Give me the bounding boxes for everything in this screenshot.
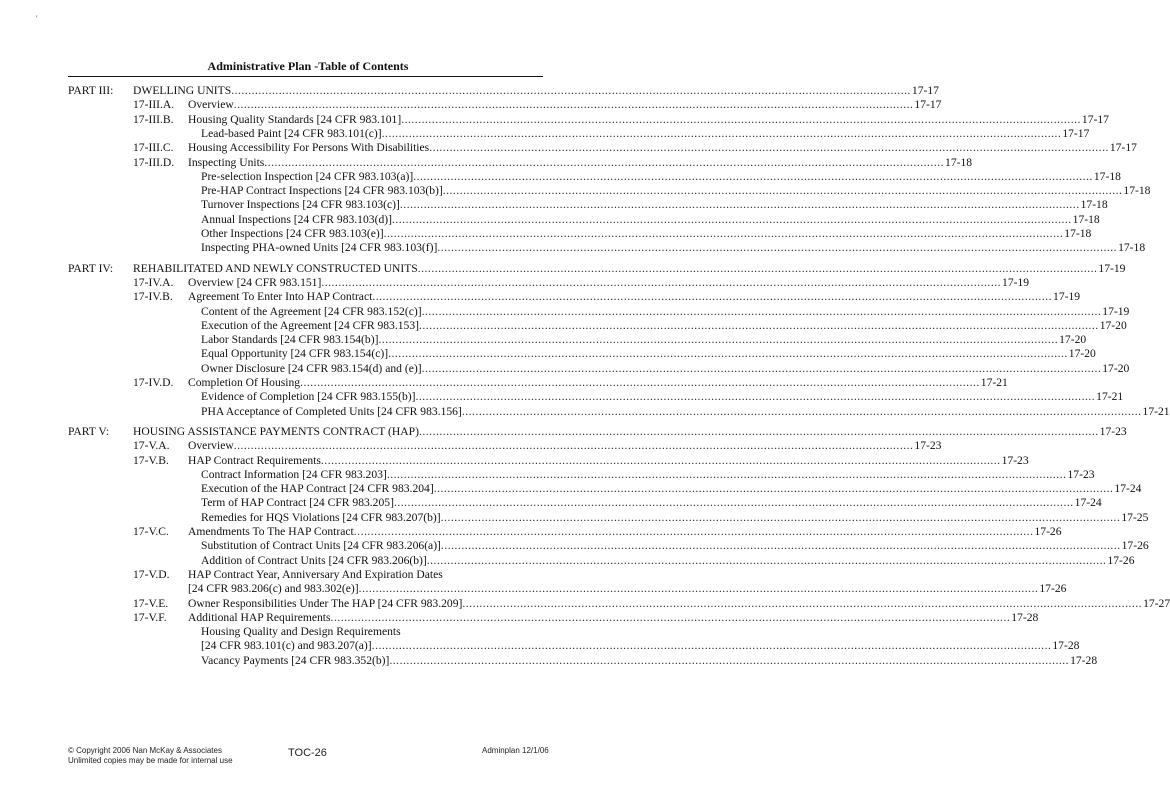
dot-leader: ........................................................................................................................................................................................................ [433, 482, 1114, 496]
entry-page-number: 17-23 [1001, 453, 1029, 467]
entry-title: PHA Acceptance of Completed Units [24 CFR 983.156] [201, 404, 462, 418]
toc-entry[interactable] [188, 155, 973, 170]
toc-subsection-row [68, 318, 1127, 333]
toc-subsection-row [68, 126, 1090, 141]
toc-entry[interactable] [133, 84, 939, 98]
section-code: 17-V.E. [133, 596, 169, 610]
toc-entry[interactable] [201, 467, 1095, 482]
entry-page-number: 17-17 [1109, 141, 1137, 155]
toc-entry[interactable] [201, 482, 1142, 496]
entry-title: Remedies for HQS Violations [24 CFR 983.207(b)] [201, 510, 441, 524]
toc-entry[interactable] [188, 112, 1109, 127]
toc-subsection-row [68, 227, 1092, 241]
toc-entry[interactable] [201, 361, 1130, 376]
entry-page-number: 17-26 [1034, 525, 1062, 538]
section-code: 17-V.F. [133, 610, 167, 624]
dot-leader: ........................................................................................................................................................................................................ [330, 610, 1011, 624]
toc-entry[interactable] [201, 653, 1098, 668]
toc-subsection-row [68, 510, 1149, 525]
toc-entry[interactable] [201, 241, 1146, 255]
entry-page-number: 17-18 [1093, 169, 1121, 183]
dot-leader: ........................................................................................................................................................................................................ [391, 212, 1072, 226]
toc-entry[interactable] [201, 553, 1135, 568]
entry-title: Labor Standards [24 CFR 983.154(b)] [201, 333, 379, 347]
dot-leader: ........................................................................................................................................................................................................ [264, 155, 945, 169]
toc-subsection-row [68, 653, 1098, 668]
entry-title: Other Inspections [24 CFR 983.103(e)] [201, 227, 384, 240]
dot-leader: ........................................................................................................................................................................................................ [231, 84, 911, 97]
toc-entry[interactable] [188, 98, 942, 112]
entry-title: Housing Accessibility For Persons With Disabilities [188, 141, 430, 155]
toc-part-row [68, 84, 939, 98]
toc-section-row [68, 439, 942, 453]
entry-title: Additional HAP Requirements [188, 610, 331, 624]
toc-entry[interactable] [133, 261, 1126, 276]
dot-leader: ........................................................................................................................................................................................................ [415, 390, 1096, 404]
entry-page-number: 17-20 [1102, 361, 1130, 375]
dot-leader: ........................................................................................................................................................................................................ [233, 98, 914, 112]
section-code: 17-IV.D. [133, 376, 174, 389]
toc-entry[interactable] [201, 198, 1108, 212]
entry-page-number: 17-28 [1011, 610, 1039, 624]
copies-text: Unlimited copies may be made for internal use [68, 756, 233, 765]
toc-entry[interactable] [201, 510, 1149, 525]
toc-entry[interactable] [188, 453, 1029, 468]
toc-entry[interactable] [201, 347, 1096, 361]
entry-title: Equal Opportunity [24 CFR 983.154(c)] [201, 347, 389, 361]
toc-section-row [68, 525, 1062, 539]
toc-entry[interactable] [188, 439, 942, 453]
entry-title: HOUSING ASSISTANCE PAYMENTS CONTRACT (HAP) [133, 424, 419, 438]
footer-page-number: TOC-26 [288, 747, 327, 759]
entry-title: Completion Of Housing [188, 376, 301, 389]
toc-subsection-row [68, 241, 1146, 255]
entry-page-number: 17-19 [1002, 275, 1030, 289]
part-label: PART V: [68, 424, 110, 438]
toc-subsection-row [68, 496, 1102, 510]
entry-title: HAP Contract Year, Anniversary And Expiration Dates [188, 567, 443, 581]
toc-section-row [68, 98, 942, 112]
entry-page-number: 17-19 [1102, 304, 1130, 318]
toc-subsection-row [68, 333, 1087, 347]
entry-page-number: 17-19 [1098, 261, 1126, 275]
entry-page-number: 17-20 [1059, 333, 1087, 347]
entry-title: Owner Disclosure [24 CFR 983.154(d) and (e)] [201, 361, 422, 375]
part-label: PART IV: [68, 261, 114, 275]
entry-page-number: 17-17 [1081, 112, 1109, 126]
dot-leader: ........................................................................................................................................................................................................ [300, 376, 980, 389]
entry-title: Amendments To The HAP Contract [188, 525, 354, 538]
toc-section-row [68, 453, 1029, 468]
entry-title: Contract Information [24 CFR 983.203] [201, 467, 387, 481]
toc-section-row [68, 141, 1137, 155]
entry-title: Agreement To Enter Into HAP Contract [188, 290, 373, 304]
footer-doc-id: Adminplan 12/1/06 [482, 746, 549, 755]
section-code: 17-III.C. [133, 141, 174, 155]
toc-subsection-row [68, 582, 1067, 596]
entry-title: Inspecting PHA-owned Units [24 CFR 983.103(f)] [201, 241, 438, 255]
entry-page-number: 17-20 [1068, 347, 1096, 361]
entry-title: Housing Quality Standards [24 CFR 983.101] [188, 112, 402, 126]
toc-entry[interactable] [201, 304, 1130, 319]
footer-copyright [68, 746, 233, 766]
entry-title: DWELLING UNITS [133, 84, 232, 97]
entry-title: Pre-HAP Contract Inspections [24 CFR 983.103(b)] [201, 184, 443, 198]
dot-leader: ........................................................................................................................................................................................................ [419, 318, 1099, 332]
entry-page-number: 17-25 [1121, 510, 1149, 524]
section-code: 17-IV.A. [133, 275, 174, 289]
section-code: 17-III.D. [133, 155, 175, 169]
dot-leader: ........................................................................................................................................................................................................ [442, 184, 1123, 198]
toc-subsection-row [68, 553, 1135, 568]
page-title: Administrative Plan -Table of Contents [207, 59, 409, 73]
toc-subsection-row [68, 347, 1096, 361]
dot-leader: ........................................................................................................................................................................................................ [418, 424, 1099, 438]
dot-leader: ........................................................................................................................................................................................................ [437, 241, 1118, 255]
entry-page-number: 17-24 [1074, 496, 1102, 510]
toc-section-row [68, 155, 973, 170]
dot-leader: ........................................................................................................................................................................................................ [371, 639, 1052, 653]
section-code: 17-V.B. [133, 453, 169, 467]
toc-section-row [68, 275, 1030, 290]
toc-entry[interactable] [201, 318, 1127, 333]
section-code: 17-V.A. [133, 439, 170, 453]
toc-section-row [68, 112, 1109, 127]
entry-page-number: 17-18 [1080, 198, 1108, 212]
toc-entry[interactable] [188, 582, 1067, 596]
entry-page-number: 17-27 [1143, 596, 1170, 610]
toc-part-row [68, 261, 1126, 276]
entry-page-number: 17-24 [1114, 482, 1142, 496]
section-code: 17-V.C. [133, 525, 169, 538]
entry-title: [24 CFR 983.206(c) and 983.302(e)] [188, 582, 359, 596]
entry-title: Housing Quality and Design Requirements [201, 625, 401, 639]
section-code: 17-V.D. [133, 567, 170, 581]
entry-title: Term of HAP Contract [24 CFR 983.205] [201, 496, 394, 510]
entry-title: Overview [188, 98, 234, 112]
entry-page-number: 17-18 [1072, 212, 1100, 226]
toc-section-row [68, 596, 1170, 611]
entry-title: Overview [188, 439, 234, 453]
dot-leader: ........................................................................................................................................................................................................ [233, 439, 914, 453]
dot-leader: ........................................................................................................................................................................................................ [421, 304, 1102, 318]
toc-subsection-row [68, 482, 1142, 496]
toc-subsection-row [68, 467, 1095, 482]
entry-title: Substitution of Contract Units [24 CFR 983.206(a)] [201, 539, 441, 553]
toc-subsection-row [68, 625, 542, 639]
toc-entry[interactable] [188, 275, 1030, 290]
entry-title: Overview [24 CFR 983.151] [188, 275, 322, 289]
dot-leader: ........................................................................................................................................................................................................ [386, 467, 1067, 481]
toc-subsection-row [68, 169, 1121, 184]
dot-leader: ........................................................................................................................................................................................................ [461, 404, 1142, 418]
header-rule [68, 76, 543, 77]
entry-page-number: 17-26 [1121, 539, 1149, 553]
entry-page-number: 17-28 [1052, 639, 1080, 653]
toc-entry[interactable] [201, 227, 1092, 241]
entry-page-number: 17-23 [914, 439, 942, 453]
entry-page-number: 17-18 [945, 155, 973, 169]
toc-entry[interactable] [201, 390, 1124, 404]
section-code: 17-III.A. [133, 98, 175, 112]
toc-section-row [68, 568, 542, 582]
toc-entry[interactable] [201, 184, 1151, 198]
toc-entry[interactable] [201, 639, 1080, 653]
toc-subsection-row [68, 361, 1130, 376]
entry-title: Inspecting Units [188, 155, 265, 169]
toc-entry[interactable] [188, 141, 1137, 155]
dot-leader: ........................................................................................................................................................................................................ [372, 290, 1053, 304]
toc-subsection-row [68, 390, 1124, 404]
toc-entry[interactable] [201, 539, 1149, 553]
toc-subsection-row [68, 184, 1151, 198]
dot-leader: ........................................................................................................................................................................................................ [413, 169, 1093, 183]
entry-page-number: 17-17 [914, 98, 942, 112]
entry-page-number: 17-21 [980, 376, 1008, 389]
entry-title: Execution of the Agreement [24 CFR 983.153] [201, 318, 419, 332]
toc-section-row [68, 290, 1081, 304]
toc-entry[interactable] [201, 212, 1100, 227]
entry-page-number: 17-23 [1067, 467, 1095, 481]
dot-leader: ........................................................................................................................................................................................................ [440, 539, 1121, 553]
dot-leader: ........................................................................................................................................................................................................ [399, 198, 1080, 212]
dot-leader: ........................................................................................................................................................................................................ [353, 525, 1034, 538]
entry-title: Execution of the HAP Contract [24 CFR 983.204] [201, 482, 434, 496]
dot-leader: ........................................................................................................................................................................................................ [388, 347, 1068, 361]
dot-leader: ........................................................................................................................................................................................................ [358, 582, 1039, 596]
dot-leader: ........................................................................................................................................................................................................ [417, 261, 1098, 275]
part-label: PART III: [68, 84, 114, 97]
toc-entry[interactable] [188, 610, 1039, 625]
copyright-text: © Copyright 2006 Nan McKay & Associates [68, 746, 222, 755]
entry-page-number: 17-18 [1123, 184, 1151, 198]
toc-subsection-row [68, 212, 1100, 227]
toc-entry[interactable] [188, 290, 1081, 304]
entry-page-number: 17-17 [911, 84, 939, 97]
toc-entry[interactable] [201, 169, 1121, 184]
entry-title: Content of the Agreement [24 CFR 983.152(c)] [201, 304, 422, 318]
entry-page-number: 17-21 [1096, 390, 1124, 404]
toc-entry[interactable] [201, 126, 1090, 141]
entry-page-number: 17-21 [1142, 404, 1170, 418]
entry-page-number: 17-18 [1064, 227, 1092, 240]
dot-leader: ........................................................................................................................................................................................................ [393, 496, 1074, 510]
dot-leader: ........................................................................................................................................................................................................ [389, 653, 1070, 667]
entry-title: Owner Responsibilities Under The HAP [24 CFR 983.209] [188, 596, 463, 610]
toc-entry[interactable] [201, 625, 542, 639]
dot-leader: ........................................................................................................................................................................................................ [381, 126, 1062, 140]
dot-leader: ........................................................................................................................................................................................................ [440, 510, 1121, 524]
toc-entry[interactable] [201, 333, 1087, 347]
dot-leader: ........................................................................................................................................................................................................ [462, 596, 1143, 610]
entry-page-number: 17-20 [1099, 318, 1127, 332]
section-code: 17-IV.B. [133, 290, 173, 304]
entry-page-number: 17-26 [1107, 553, 1135, 567]
dot-leader: ........................................................................................................................................................................................................ [320, 453, 1001, 467]
toc-subsection-row [68, 639, 1080, 653]
entry-title: Annual Inspections [24 CFR 983.103(d)] [201, 212, 392, 226]
entry-title: Vacancy Payments [24 CFR 983.352(b)] [201, 653, 390, 667]
entry-page-number: 17-26 [1039, 582, 1067, 596]
entry-title: Turnover Inspections [24 CFR 983.103(c)] [201, 198, 400, 212]
toc-entry[interactable] [188, 568, 542, 582]
toc-subsection-row [68, 404, 1170, 419]
toc-subsection-row [68, 539, 1149, 553]
dot-leader: ........................................................................................................................................................................................................ [429, 141, 1109, 155]
toc-entry[interactable] [133, 424, 1127, 439]
toc-section-row [68, 610, 1039, 625]
toc-part-row [68, 424, 1127, 439]
scan-mark: ' [36, 14, 38, 23]
entry-title: Lead-based Paint [24 CFR 983.101(c)] [201, 126, 382, 140]
toc-entry[interactable] [188, 596, 1170, 611]
dot-leader: ........................................................................................................................................................................................................ [321, 275, 1002, 289]
entry-title: Pre-selection Inspection [24 CFR 983.103(a)] [201, 169, 414, 183]
dot-leader: ........................................................................................................................................................................................................ [378, 333, 1059, 347]
entry-page-number: 17-18 [1118, 241, 1146, 255]
toc-entry[interactable] [201, 496, 1102, 510]
section-code: 17-III.B. [133, 112, 174, 126]
toc-section-row [68, 376, 1008, 390]
entry-title: REHABILITATED AND NEWLY CONSTRUCTED UNITS [133, 261, 418, 275]
entry-title: HAP Contract Requirements [188, 453, 321, 467]
dot-leader: ........................................................................................................................................................................................................ [426, 553, 1107, 567]
toc-subsection-row [68, 304, 1130, 319]
entry-title: Evidence of Completion [24 CFR 983.155(b)] [201, 390, 416, 404]
toc-subsection-row [68, 198, 1108, 212]
toc-entry[interactable] [188, 376, 1008, 390]
dot-leader: ........................................................................................................................................................................................................ [383, 227, 1064, 240]
entry-title: [24 CFR 983.101(c) and 983.207(a)] [201, 639, 372, 653]
entry-title: Addition of Contract Units [24 CFR 983.206(b)] [201, 553, 427, 567]
toc-entry[interactable] [201, 404, 1170, 419]
entry-page-number: 17-23 [1099, 424, 1127, 438]
toc-entry[interactable] [188, 525, 1062, 539]
dot-leader: ........................................................................................................................................................................................................ [401, 112, 1081, 126]
dot-leader: ........................................................................................................................................................................................................ [421, 361, 1102, 375]
entry-page-number: 17-28 [1070, 653, 1098, 667]
entry-page-number: 17-17 [1062, 126, 1090, 140]
entry-page-number: 17-19 [1053, 290, 1081, 304]
